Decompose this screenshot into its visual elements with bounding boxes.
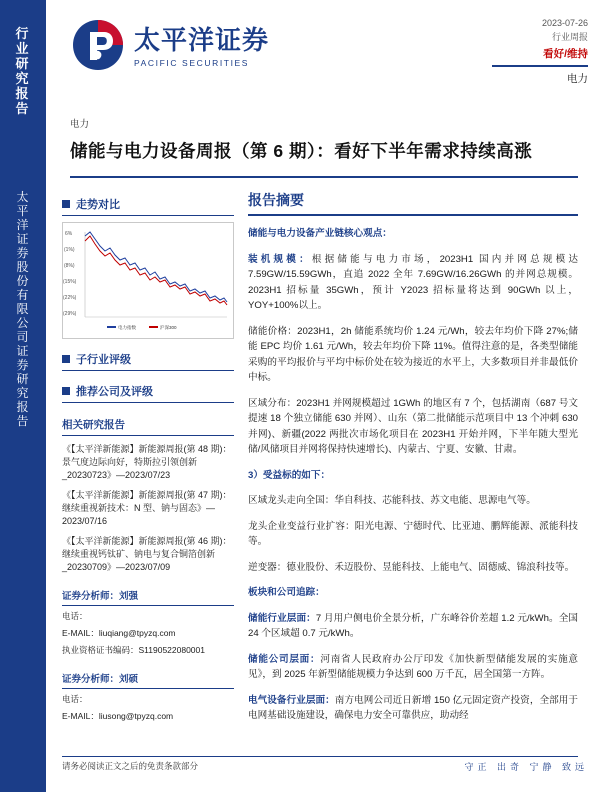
paragraph-text: 南方电网公司近日新增 150 亿元固定资产投资，全部用于电网基础设施建设，确保电力安全可靠供应，助动经 xyxy=(248,694,578,721)
sub-industry-rating-title: 子行业评级 xyxy=(76,354,131,366)
svg-text:沪深300: 沪深300 xyxy=(160,325,177,330)
paragraph-text: 河南省人民政府办公厅印发《加快新型储能发展的实施意见》，到 2025 年新型储能规模力争达到 600 万千瓦，居全国第一方阵。 xyxy=(248,653,579,680)
chart-section-divider xyxy=(62,215,234,216)
logo-chinese-name: 太平洋证券 xyxy=(134,24,270,55)
analyst-name: 证券分析师：刘强 xyxy=(62,591,139,602)
paragraph-text: 储能价格：2023H1，2h 储能系统均价 1.24 元/Wh，较去年均价下降 27%;储能 EPC 均价 1.61 元/Wh，较去年均价下降 11%。值得注意的是，各类型储能采购的平均报价与平均中标价处在较为接近的水平上，大多数项目并非最低价中标。 xyxy=(248,325,578,383)
sub-industry-rating-header xyxy=(62,351,234,367)
paragraph-lead: 板块和公司追踪： xyxy=(248,587,325,598)
related-report-item[interactable]: 《【太平洋新能源】新能源周报(第 48 期)：景气度边际向好，特斯拉引领创新_20230723》—2023/07/23 xyxy=(62,444,232,480)
footer-slogan: 守正 出奇 宁静 致远 xyxy=(464,762,588,772)
paragraph-lead: 储能与电力设备产业链核心观点： xyxy=(248,228,392,239)
svg-text:6%: 6% xyxy=(65,231,73,237)
summary-paragraph xyxy=(248,324,578,386)
bullet-square-icon xyxy=(62,200,70,208)
paragraph-lead: 电气设备行业层面： xyxy=(248,694,335,706)
analyst-email[interactable]: E-MAIL：liusong@tpyzq.com xyxy=(62,711,174,721)
report-type: 行业周报 xyxy=(551,32,588,42)
analyst-license: 执业资格证书编码：S1190522080001 xyxy=(62,645,205,655)
paragraph-text: 逆变器：德业股份、禾迈股份、昱能科技、上能电气、固德威、锦浪科技等。 xyxy=(248,561,575,573)
sidebar-title-top: 行 业 研 究 报 告 xyxy=(15,26,31,116)
recommended-companies-divider xyxy=(62,402,234,403)
summary-divider xyxy=(248,214,578,216)
sector-label: 电力 xyxy=(567,73,588,85)
analyst-divider xyxy=(62,605,234,606)
paragraph-lead: 装机规模： xyxy=(248,253,312,265)
related-reports-divider xyxy=(62,435,234,436)
left-sidebar-band xyxy=(0,0,46,792)
rating-badge: 看好/维持 xyxy=(543,48,588,60)
paragraph-text: 根据储能与电力市场，2023H1 国内并网总规模达 7.59GW/15.59GWh，直追 2022 全年 7.69GW/16.26GWh 的并网总规模。2023H1 招标量 35GWh，预计 Y2023 招标量将达到 90GWh 以上，YOY+100%以上。 xyxy=(248,253,578,311)
paragraph-lead: 3）受益标的如下： xyxy=(248,469,331,481)
title-divider xyxy=(70,176,578,178)
chart-section-title: 走势对比 xyxy=(76,199,120,211)
company-logo xyxy=(70,18,269,74)
analyst-phone: 电话： xyxy=(62,611,88,621)
svg-text:(8%): (8%) xyxy=(64,263,75,269)
summary-paragraph xyxy=(248,693,578,724)
paragraph-lead: 储能行业层面： xyxy=(248,612,316,624)
logo-text xyxy=(134,25,269,68)
svg-text:(15%): (15%) xyxy=(63,279,77,285)
summary-paragraph xyxy=(248,396,578,458)
analyst-divider xyxy=(62,688,234,689)
svg-text:电力指数: 电力指数 xyxy=(118,325,136,330)
related-reports-section xyxy=(62,417,234,574)
analyst-phone: 电话： xyxy=(62,694,88,704)
page-title: 储能与电力设备周报（第 6 期）：看好下半年需求持续高涨 xyxy=(70,141,533,161)
chart-section-header xyxy=(62,196,234,212)
left-column xyxy=(62,190,234,723)
analyst-block xyxy=(62,671,234,723)
summary-column xyxy=(248,190,578,724)
bullet-square-icon xyxy=(62,355,70,363)
summary-paragraph xyxy=(248,226,578,242)
related-reports-title: 相关研究报告 xyxy=(62,419,125,431)
header-divider xyxy=(492,65,588,67)
sub-industry-rating-divider xyxy=(62,370,234,371)
bullet-square-icon xyxy=(62,387,70,395)
paragraph-text: 龙头企业变益行业扩容：阳光电源、宁德时代、比亚迪、鹏辉能源、派能科技等。 xyxy=(248,520,578,547)
paragraph-text: 7 月用户侧电价全景分析，广东峰谷价差超 1.2 元/kWh。全国 24 个区域超 0.7 元/kWh。 xyxy=(248,612,578,639)
footer-divider xyxy=(62,756,578,757)
related-report-item[interactable]: 《【太平洋新能源】新能源周报(第 46 期)：继续重视钙钛矿、钠电与复合铜箔创新_20230709》—2023/07/09 xyxy=(62,536,232,572)
paragraph-lead: 储能公司层面： xyxy=(248,653,321,665)
paragraph-text: 区域分布：2023H1 并网规模超过 1GWh 的地区有 7 个，包括湖南（687 号文提速 18 个独立储能 630 并网）、山东（第二批储能示范项目中 13 个冲刺 630 并网)、新疆(2022 两批次市场化项目在 2023H1 开始并网，下半年随大型光储/风储项目并网将保持快速增长)、内蒙古、宁夏、安徽、甘肃。 xyxy=(248,397,578,455)
analyst-email[interactable]: E-MAIL：liuqiang@tpyzq.com xyxy=(62,628,176,638)
logo-english-name: PACIFIC SECURITIES xyxy=(134,57,250,68)
summary-paragraph xyxy=(248,519,578,550)
svg-text:(22%): (22%) xyxy=(63,295,77,301)
analyst-name: 证券分析师：刘硕 xyxy=(62,674,139,685)
trend-comparison-chart xyxy=(62,222,234,339)
svg-text:(1%): (1%) xyxy=(64,247,75,253)
summary-paragraph xyxy=(248,611,578,642)
summary-paragraph xyxy=(248,252,578,314)
footer-disclaimer: 请务必阅读正文之后的免责条款部分 xyxy=(62,761,199,771)
svg-text:(29%): (29%) xyxy=(63,311,77,317)
related-report-item[interactable]: 《【太平洋新能源】新能源周报(第 47 期)：继续重视新技术：N 型、钠与固态》—2023/07/16 xyxy=(62,490,232,526)
recommended-companies-title: 推荐公司及评级 xyxy=(76,386,153,398)
pacific-securities-logo-icon xyxy=(70,18,126,74)
recommended-companies-header xyxy=(62,383,234,399)
industry-tag: 电力 xyxy=(70,119,90,130)
analyst-block xyxy=(62,588,234,657)
summary-paragraph xyxy=(248,560,578,576)
summary-title: 报告摘要 xyxy=(248,192,304,208)
summary-paragraph xyxy=(248,652,578,683)
summary-paragraph xyxy=(248,468,578,484)
report-date: 2023-07-26 xyxy=(541,18,588,28)
paragraph-text: 区域龙头走向全国：华自科技、芯能科技、苏文电能、思源电气等。 xyxy=(248,495,536,506)
sidebar-title-mid: 太 平 洋 证 券 股 份 有 限 公 司 证 券 研 究 报 告 xyxy=(16,190,30,428)
header-meta xyxy=(492,18,588,86)
summary-paragraph xyxy=(248,585,578,601)
summary-paragraph xyxy=(248,493,578,509)
